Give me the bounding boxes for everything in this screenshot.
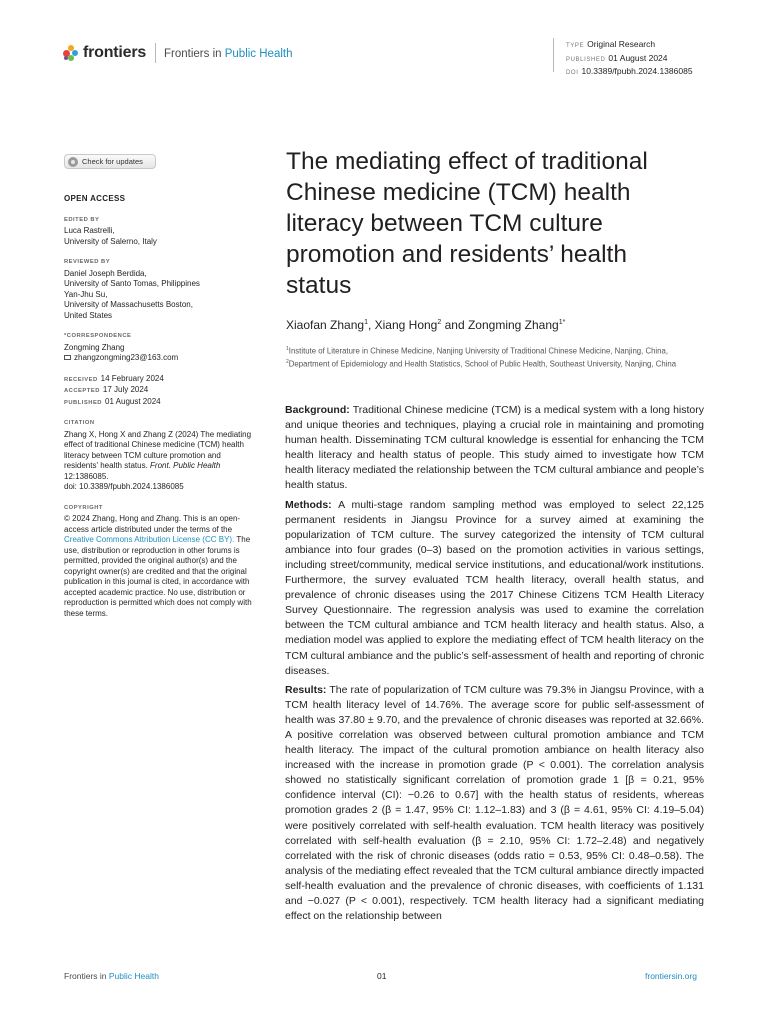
section-heading: Background: <box>285 404 350 416</box>
brand-name: frontiers <box>83 44 147 61</box>
correspondence-label: *CORRESPONDENCE <box>64 333 132 339</box>
article-info-sidebar <box>64 194 256 629</box>
journal-name-accent: Public Health <box>224 48 293 60</box>
reviewed-by-label: REVIEWED BY <box>64 259 111 265</box>
citation-doi[interactable]: doi: 10.3389/fpubh.2024.1386085 <box>64 482 184 491</box>
copyright-pre: © 2024 Zhang, Hong and Zhang. This is an open-access article distributed under the terms of the <box>64 514 241 534</box>
check-for-updates-button[interactable] <box>64 154 156 169</box>
edited-by-section <box>64 215 256 248</box>
abstract-results <box>285 683 704 925</box>
published-date <box>64 397 256 409</box>
affiliation-text: Department of Epidemiology and Health Statistics, School of Public Health, Southeast University, Nanjing, China <box>288 359 677 369</box>
header-divider <box>155 43 156 63</box>
meta-divider <box>553 38 554 72</box>
meta-published-value: 01 August 2024 <box>608 52 668 63</box>
abstract-methods <box>285 498 704 679</box>
citation-body: Zhang X, Hong X and Zhang Z (2024) The mediating effect of traditional Chinese medicine (TCM) health literacy between TCM culture promotion and residents' health status. <box>64 429 252 470</box>
affiliation-text: Institute of Literature in Chinese Medicine, Nanjing University of Traditional Chinese Medicine, Nanjing, China, <box>288 346 668 356</box>
meta-doi <box>566 66 693 80</box>
reviewer-line: United States <box>64 310 113 320</box>
accepted-key: ACCEPTED <box>64 388 100 394</box>
citation-text <box>64 430 256 493</box>
reviewer-line: University of Santo Tomas, Philippines <box>64 279 200 288</box>
citation-section <box>64 418 256 493</box>
meta-doi-value[interactable]: 10.3389/fpubh.2024.1386085 <box>581 66 693 76</box>
copyright-label: COPYRIGHT <box>64 504 103 511</box>
received-date <box>64 374 256 386</box>
journal-name-prefix: Frontiers in <box>164 48 222 60</box>
reviewer-line: Yan-Jhu Su, <box>64 289 108 299</box>
correspondence-email-row[interactable] <box>64 353 256 364</box>
received-key: RECEIVED <box>64 376 98 383</box>
section-body: The rate of popularization of TCM culture was 79.3% in Jiangsu Province, with a TCM health literacy level of 14.76%. The average score for public self-assessment of health was 37.80 ± 9.70, and the prevalence of chronic diseases was reported at 32.66%. A positive correlation was observed between cultural promotion ambiance and TCM health literacy. The impact of the cultural promotion ambiance on health literacy also increased with the increase in promotion grade (P < 0.001). The correlation analysis showed no statistically significant correlation of promotion grade 1 [β = 0.21, 95% confidence interval (CI): −0.26 to 0.67] with the health status of residents, whereas promotion grades 2 (β = 1.47, 95% CI: 1.12–1.83) and 3 (β = 4.61, 95% CI: 4.19–5.04) were positively correlated with self-health evaluation. TCM health literacy was positively correlated with self-health evaluation (β = 2.10, 95% CI: 1.72–2.48) and negatively correlated with the risk of chronic diseases (odds ratio = 0.53, 95% CI: 0.48–0.58). The analysis of the mediating effect revealed that the TCM cultural ambiance directly impacted self-health evaluation and the prevalence of chronic diseases, with coefficients of 1.131 and −0.027 (P < 0.001), respectively. TCM health literacy had a significant mediating effect on the relationship between <box>285 683 704 923</box>
article-title: The mediating effect of traditional Chinese medicine (TCM) health literacy between TCM culture promotion and residents’ health status <box>286 148 648 299</box>
cc-by-license-link[interactable]: Creative Commons Attribution License (CC BY). <box>64 535 235 544</box>
section-body: Traditional Chinese medicine (TCM) is a medical system with a long history and unique theories and techniques, playing a crucial role in maintaining and promoting human health. Disseminating TCM cultural knowledge is essential for enhancing the TCM health literacy and health status of people. This study aimed to investigate how TCM health literacy mediated the relationship between the TCM cultural ambiance and people’s health status. <box>285 404 705 492</box>
footer-journal-accent: Public Health <box>108 971 159 981</box>
logo-mark-icon <box>63 45 79 61</box>
author-name[interactable]: Xiaofan Zhang <box>286 318 365 332</box>
reviewed-by-section <box>64 257 256 321</box>
meta-published <box>566 53 693 67</box>
citation-volume: 12:1386085. <box>64 471 109 481</box>
section-heading: Results: <box>285 683 327 696</box>
dates-section <box>64 374 256 409</box>
page-number: 01 <box>377 971 387 981</box>
meta-type <box>566 39 693 53</box>
frontiers-logo[interactable] <box>63 44 146 62</box>
published-key: PUBLISHED <box>64 399 102 406</box>
copyright-post: The use, distribution or reproduction in other forums is permitted, provided the original author(s) and the copyright owner(s) are credited and that the original publication in this journal is cited, in accordance with accepted academic practice. No use, distribution or reproduction is permitted which does not comply with these terms. <box>64 535 252 618</box>
abstract <box>285 403 704 928</box>
reviewer-line: Daniel Joseph Berdida, <box>64 268 147 278</box>
abstract-background <box>285 403 704 494</box>
author-affil-sup: 2 <box>437 319 442 326</box>
affil-sup: 1 <box>286 346 289 352</box>
meta-doi-key: DOI <box>566 70 579 76</box>
author-list: Xiaofan Zhang$^1$, Xiang Hong$^2$ and Zongming Zhang$^{1*}$ <box>286 318 566 332</box>
correspondence-email[interactable]: zhangzongming23@163.com <box>74 353 179 362</box>
section-body: A multi-stage random sampling method was employed to select 22,125 permanent residents in Jiangsu Province for a survey aimed at examining the popularization of TCM culture. The survey categorized the intensity of TCM cultural ambiance into four grades (0–3) based on the promotion activities in various settings, including street/community, medical service institutions, and educational/work institutions. Furthermore, the survey evaluated TCM health literacy, overall health status, and prevalence of chronic diseases using the 2017 Chinese Citizens TCM Health Literacy Survey Questionnaire. The regression analysis was used to examine the correlation between the TCM cultural ambiance and TCM health literacy and health status. Also, a mediation model was applied to explore the mediating effect of TCM health literacy on the TCM cultural ambiance and the public’s self-assessment of health and reporting of chronic diseases. <box>285 498 704 677</box>
editor-affiliation: University of Salerno, Italy <box>64 236 157 246</box>
received-value: 14 February 2024 <box>100 373 164 383</box>
author-affil-sup: 1* <box>558 319 566 326</box>
refresh-icon <box>68 157 78 167</box>
copyright-section <box>64 503 256 620</box>
journal-name[interactable] <box>164 48 293 60</box>
accepted-date <box>64 385 256 397</box>
edited-by-label: EDITED BY <box>64 216 100 223</box>
correspondence-section <box>64 331 256 364</box>
affiliations <box>286 344 706 370</box>
citation-label: CITATION <box>64 420 95 426</box>
footer-journal-prefix: Frontiers in <box>64 971 107 981</box>
accepted-value: 17 July 2024 <box>102 385 149 394</box>
affil-sup: 2 <box>286 359 289 366</box>
section-heading: Methods: <box>285 498 332 511</box>
footer-journal[interactable] <box>64 971 159 981</box>
correspondence-name: Zongming Zhang <box>64 342 125 352</box>
article-meta <box>566 39 693 80</box>
author-affil-sup: 1 <box>364 319 368 326</box>
email-icon <box>64 355 71 360</box>
editor-name: Luca Rastrelli, <box>64 226 115 235</box>
author-conjunction: and <box>441 318 468 332</box>
copyright-text <box>64 514 256 619</box>
citation-journal: Front. Public Health <box>150 461 221 470</box>
check-updates-label: Check for updates <box>82 157 143 166</box>
author-name[interactable]: Zongming Zhang <box>467 318 559 332</box>
published-value: 01 August 2024 <box>105 396 161 406</box>
meta-published-key: PUBLISHED <box>566 56 606 63</box>
open-access-label: OPEN ACCESS <box>64 194 126 203</box>
meta-type-key: TYPE <box>566 43 585 49</box>
site-link[interactable]: frontiersin.org <box>645 971 697 981</box>
reviewer-line: University of Massachusetts Boston, <box>64 300 193 309</box>
meta-type-value: Original Research <box>587 39 656 49</box>
author-name[interactable]: Xiang Hong <box>374 318 438 332</box>
